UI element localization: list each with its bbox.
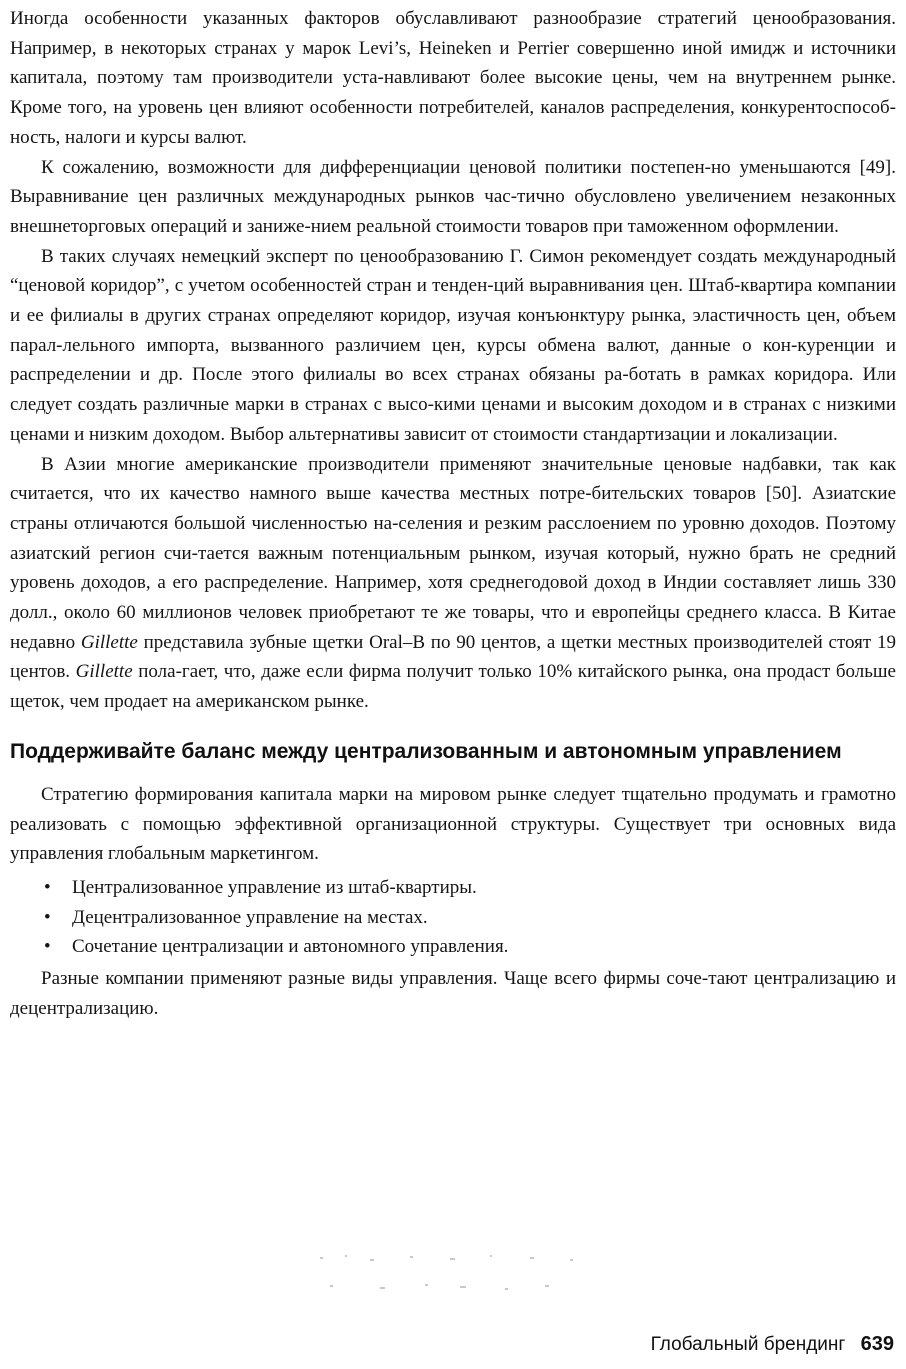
section-closing-paragraph: Разные компании применяют разные виды управления. Чаще всего фирмы соче-тают централизацию и децентрализацию. (10, 968, 896, 1019)
page-number: 639 (860, 1333, 894, 1355)
paragraph-text: пола-гает, что, даже если фирма получит только 10% китайского рынка, она продаст больше щеток, чем продает на американском рынке. (10, 661, 896, 713)
running-title: Глобальный брендинг (650, 1334, 846, 1355)
bullet-icon: • (44, 876, 51, 898)
brand-name-italic: Gillette (80, 631, 138, 653)
list-item-text: Децентрализованное управление на местах. (72, 906, 428, 928)
section-heading: Поддерживайте баланс между централизованным и автономным управлением (10, 739, 842, 763)
paragraph (10, 153, 896, 242)
list-item-text: Сочетание централизации и автономного управления. (72, 936, 509, 958)
bullet-list (10, 873, 896, 962)
list-item (10, 873, 896, 903)
list-item (10, 932, 896, 962)
scan-noise-decoration (300, 1245, 620, 1305)
list-item-text: Централизованное управление из штаб-квартиры. (72, 876, 477, 898)
body-text (10, 4, 896, 717)
paragraph-text: В таких случаях немецкий эксперт по ценообразованию Г. Симон рекомендует создать международный “ценовой коридор”, с учетом особенностей стран и тенден-ций выравнивания цен. Штаб-квартира компании и ее филиалы в других странах определяют коридор, изучая конъюнктуру рынка, эластичность цен, объем парал-лельного импорта, вызванного различием цен, курсы обмена валют, данные о кон-куренции и распределении и др. После этого филиалы во всех странах обязаны ра-ботать в рамках коридора. Или следует создать различные марки в странах с высо-кими ценами и высоким доходом и в странах с низкими ценами и низким доходом. Выбор альтернативы зависит от стоимости стандартизации и локализации. (10, 245, 896, 445)
paragraph (10, 450, 896, 717)
paragraph-text: В Азии многие американские производители применяют значительные ценовые надбавки, так как считается, что их качество намного выше качества местных потре-бительских товаров [50]. Азиатские страны отличаются большой численностью на-селения и резким расслоением по уровню доходов. Поэтому азиатский регион счи-тается важным потенциальным рынком, изучая который, нужно брать не средний уровень доходов, а его распределение. Например, хотя среднегодовой доход в Индии составляет лишь 330 долл., около 60 миллионов человек приобретают те же товары, что и европейцы среднего класса. В Китае недавно (10, 453, 896, 653)
paragraph-text: Иногда особенности указанных факторов обуславливают разнообразие стратегий ценообразования. Например, в некоторых странах у марок Levi’s, Heineken и Perrier совершенно иной имидж и источники капитала, поэтому там производители уста-навливают более высокие цены, чем на внутреннем рынке. Кроме того, на уровень цен влияют особенности потребителей, каналов распределения, конкурентоспособ-ность, налоги и курсы валют. (10, 8, 896, 148)
paragraph-text: К сожалению, возможности для дифференциации ценовой политики постепен-но уменьшаются [49]. Выравнивание цен различных международных рынков час-тично обусловлено увеличением незаконных внешнеторговых операций и заниже-нием реальной стоимости товаров при таможенном оформлении. (10, 156, 896, 237)
paragraph (10, 242, 896, 450)
bullet-icon: • (44, 936, 51, 958)
list-item (10, 903, 896, 933)
brand-name-italic: Gillette (75, 661, 133, 683)
paragraph-text: представила зубные щетки Oral–B по 90 центов, а щетки местных производителей стоят 19 центов. (10, 631, 896, 683)
section-intro-paragraph: Стратегию формирования капитала марки на мировом рынке следует тщательно продумать и грамотно реализовать с помощью эффективной организационной структуры. Существует три основных вида управления глобальным маркетингом. (10, 783, 896, 865)
page-footer (651, 1333, 894, 1356)
book-page (10, 4, 896, 1024)
paragraph (10, 4, 896, 153)
bullet-icon: • (44, 906, 51, 928)
